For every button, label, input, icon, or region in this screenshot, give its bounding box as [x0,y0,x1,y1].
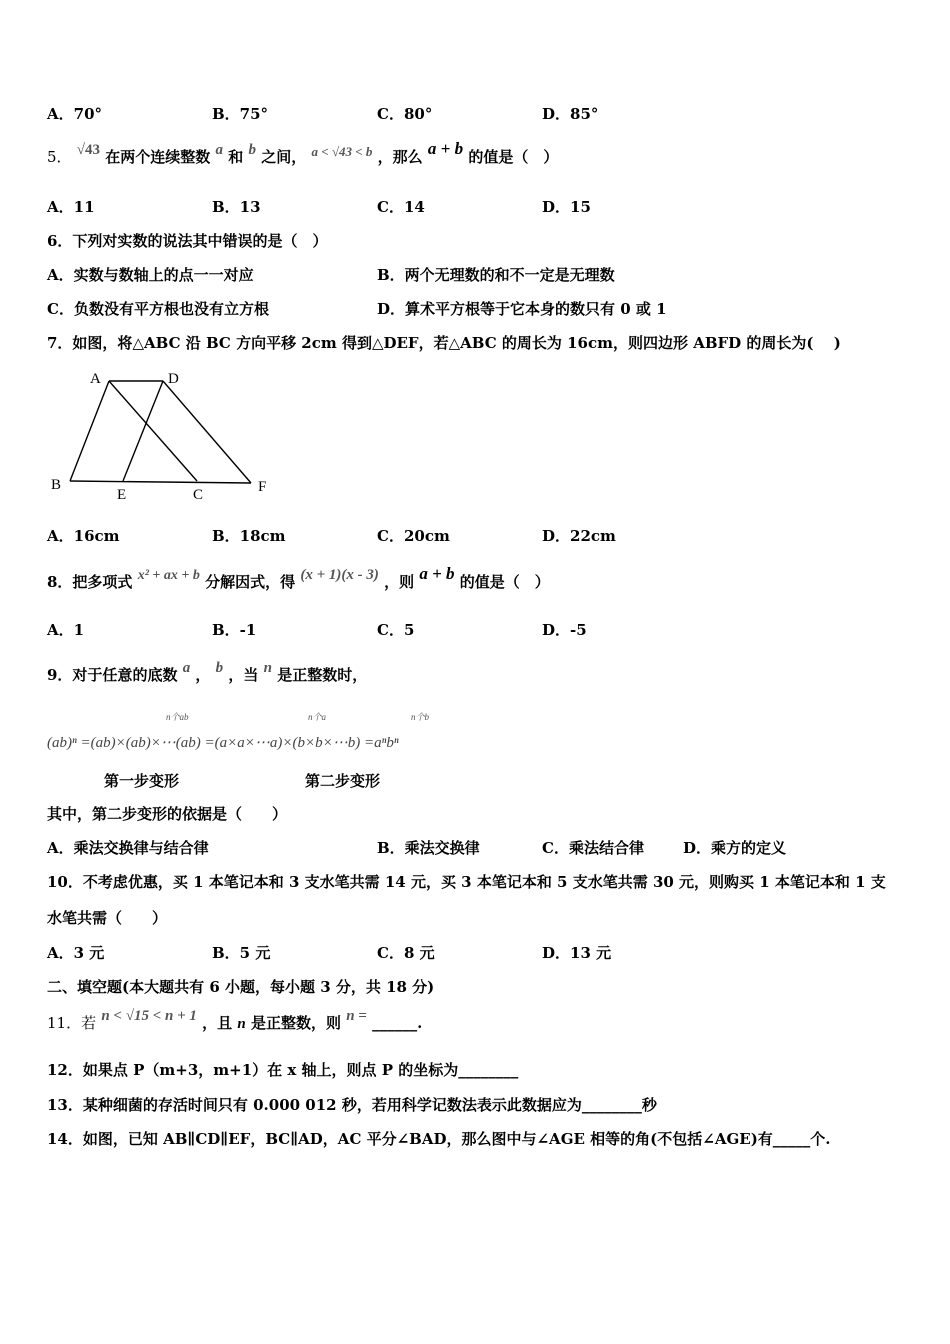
q10-option-c: C．8 元 [377,944,435,962]
segment-bf [70,481,251,483]
q4-option-b: B．75° [212,105,269,123]
question-10-line-1: 10．不考虑优惠，买 1 本笔记本和 3 支水笔共需 14 元，买 3 本笔记本和 5 支水笔共需 30 元，则购买 1 本笔记本和 1 支 [47,873,886,891]
q5-option-c: C．14 [377,198,425,216]
q9-question: 其中，第二步变形的依据是（ ） [47,805,288,823]
q10-option-a: A．3 元 [47,944,105,962]
q9-overbrace-ab: n个ab [166,712,189,722]
q11-inequality: n < √15 < n + 1 [101,1008,197,1024]
q7-option-a: A．16cm [47,527,120,545]
q8-option-b: B．-1 [212,621,257,639]
q4-option-a: A．70° [47,105,103,123]
q5-option-a: A．11 [47,198,95,216]
question-7-stem: 7．如图，将△ABC 沿 BC 方向平移 2cm 得到△DEF，若△ABC 的周长为 16cm，则四边形 ABFD 的周长为( ) [47,334,841,352]
q11-text-2: ，且 [202,1014,233,1032]
q9-sep: ， [195,666,211,684]
q5-text-1: 在两个连续整数 [105,148,211,166]
q6-option-b: B．两个无理数的和不一定是无理数 [377,266,615,284]
q9-overbrace-b: n个b [411,712,430,722]
q9-formula: (ab)ⁿ =(ab)×(ab)×⋯(ab) =(a×a×⋯a)×(b×b×⋯b) =aⁿbⁿ [47,735,399,751]
q11-text-1: 11．若 [47,1014,97,1032]
segment-de [123,381,163,481]
label-a: A [90,371,101,387]
q8-text-1: 8．把多项式 [47,573,133,591]
label-d: D [168,371,179,387]
segment-ab [70,381,109,481]
q9-text-1: 9．对于任意的底数 [47,666,178,684]
q8-option-d: D．-5 [542,621,587,639]
q6-option-a: A．实数与数轴上的点一一对应 [47,266,254,284]
q8-factored-form: (x + 1)(x - 3) [300,567,379,583]
q8-a-plus-b: a + b [419,564,455,583]
label-f: F [258,479,267,495]
q8-option-a: A．1 [47,621,85,639]
q7-option-c: C．20cm [377,527,450,545]
q5-number: 5． [47,148,72,166]
q5-a-plus-b: a + b [427,139,464,158]
q9-step2-label: 第二步变形 [305,772,381,790]
q10-option-b: B．5 元 [212,944,271,962]
q4-option-d: D．85° [542,105,599,123]
q9-text-3: 是正整数时， [277,666,368,684]
q6-option-d: D．算术平方根等于它本身的数只有 0 或 1 [377,300,667,318]
q8-text-2: 分解因式，得 [205,573,296,591]
q8-text-4: 的值是（ ） [459,573,550,591]
question-5 [47,139,559,167]
section-2-title: 二、填空题(本大题共有 6 小题，每小题 3 分，共 18 分) [47,978,435,996]
q5-inequality: a < √43 < b [311,144,373,159]
segment-ac [109,381,197,481]
q9-text-2: ，当 [228,666,259,684]
q4-option-c: C．80° [377,105,433,123]
q5-var-b: b [248,142,256,158]
label-e: E [117,487,127,503]
q6-option-c: C．负数没有平方根也没有立方根 [47,300,269,318]
q5-text-5: 的值是（ ） [468,148,559,166]
q11-var-n: n [237,1016,246,1032]
question-8 [47,564,550,592]
q11-text-3: 是正整数，则 [250,1014,341,1032]
q11-blank: ______. [372,1014,423,1032]
q11-n-equals: n = [346,1008,367,1024]
q9-var-a: a [182,660,191,676]
q10-option-d: D．13 元 [542,944,612,962]
q9-overbrace-a: n个a [308,712,327,722]
q7-translation-figure [45,365,285,505]
q9-step1-label: 第一步变形 [104,772,180,790]
q5-text-2: 和 [228,148,244,166]
question-13: 13．某种细菌的存活时间只有 0.000 012 秒，若用科学记数法表示此数据应为________秒 [47,1096,657,1114]
question-14: 14．如图，已知 AB∥CD∥EF，BC∥AD，AC 平分∠BAD，那么图中与∠AGE 相等的角(不包括∠AGE)有_____个. [47,1130,831,1148]
q5-sqrt43: √43 [76,142,101,158]
question-10-line-2: 水笔共需（ ） [47,909,168,927]
q9-option-b: B．乘法交换律 [377,839,480,857]
question-6-stem: 6．下列对实数的说法其中错误的是（ ） [47,232,328,250]
q5-text-3: 之间， [261,148,307,166]
q7-option-d: D．22cm [542,527,616,545]
q8-polynomial: x² + ax + b [137,568,200,583]
segment-df [163,381,251,483]
label-c: C [193,487,204,503]
question-12: 12．如果点 P（m+3，m+1）在 x 轴上，则点 P 的坐标为________ [47,1061,519,1079]
q8-text-3: ，则 [384,573,415,591]
q9-option-c: C．乘法结合律 [542,839,644,857]
q8-option-c: C．5 [377,621,415,639]
label-b: B [51,477,62,493]
q7-option-b: B．18cm [212,527,286,545]
question-11 [47,1008,423,1033]
q5-option-d: D．15 [542,198,591,216]
q5-var-a: a [215,142,223,158]
question-9 [47,660,368,685]
q5-option-b: B．13 [212,198,261,216]
q9-var-n: n [263,660,272,676]
q9-option-a: A．乘法交换律与结合律 [47,839,209,857]
q9-var-b: b [215,660,224,676]
q5-text-4: ，那么 [377,148,423,166]
q9-option-d: D．乘方的定义 [683,839,787,857]
